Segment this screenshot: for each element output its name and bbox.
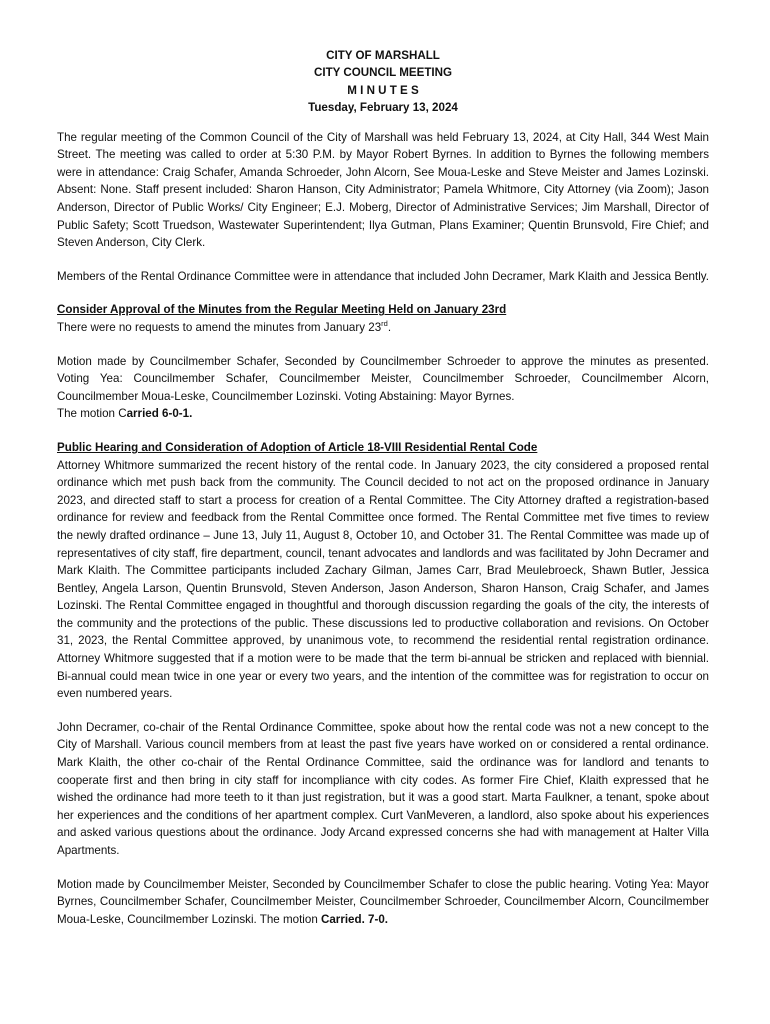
city-name: CITY OF MARSHALL <box>326 49 440 62</box>
close-hearing-motion-result: Carried. 7-0. <box>320 912 388 926</box>
meeting-date: Tuesday, February 13, 2024 <box>308 101 458 115</box>
attendance-paragraph: The regular meeting of the Common Council of the City of Marshall was held February 13, 2024, at City Hall, 344 West Main Street. The meeting was called to order at 5:30 P.M. by Mayor Robert Byrnes. In addition to Byrnes the following members were in attendance: Craig Schafer, Amanda Schroeder, John Alcorn, See Moua-Leske and Steve Meister and James Lozinski. Absent: None. Staff present included: Sharon Hanson, City Administrator; Pamela Whitmore, City Attorney (via Zoom); Jason Anderson, Director of Public Works/ City Engineer; E.J. Moberg, Director of Administrative Services; Jim Marshall, Director of Public Safety; Scott Truedson, Wastewater Superintendent; Ilya Gutman, Plans Examiner; Quentin Brunsvold, Fire Chief; and Steven Anderson, City Clerk. <box>57 130 709 250</box>
rental-code-summary: Attorney Whitmore summarized the recent history of the rental code. In January 2023, the city considered a proposed rental ordinance which met push back from the community. The Council decided to not act on the proposed ordinance in January 2023, and directed staff to start a process for creation of a Rental Committee. The City Attorney drafted a registration-based ordinance for review and feedback from the Rental Committee once formed. The Rental Committee met five times to review the newly drafted ordinance – June 13, July 11, August 8, October 10, and October 31. The Rental Committee was made up of representatives of city staff, fire department, council, tenant advocates and landlords and was facilitated by John Decramer and Mark Klaith. The Committee participants included Zachary Gilman, James Carr, Brad Meulebroeck, Shawn Butler, Jessica Bentley, Angela Larson, Quentin Brunsvold, Steven Anderson, Jason Anderson, Sharon Hanson, Craig Schafer, and James Lozinski. The Rental Committee engaged in thoughtful and thorough discussion regarding the goals of the city, the interests of the community and the protections of the public. These discussions led to productive collaboration and revisions. On October 31, 2023, the Rental Committee approved, by unanimous vote, to recommend the residential rental registration ordinance. Attorney Whitmore suggested that if a motion were to be made that the term bi-annual be stricken and replaced with biennial. Bi-annual could mean twice in one year or every two years, and the intention of the committee was for registration to occur on even numbered years. <box>57 458 709 701</box>
section-heading-minutes-approval: Consider Approval of the Minutes from the Regular Meeting Held on January 23rd <box>57 303 507 317</box>
close-hearing-motion <box>57 876 709 929</box>
committee-attendance-paragraph: Members of the Rental Ordinance Committee were in attendance that included John Decramer, Mark Klaith and Jessica Bently. <box>57 269 709 283</box>
minutes-motion-text: Motion made by Councilmember Schafer, Seconded by Councilmember Schroeder to approve the minutes as presented. Voting Yea: Councilmember Schafer, Councilmember Meister, Councilmember Schroeder, Councilmember Alcorn, Councilmember Moua-Leske, Councilmember Lozinski. Voting Abstaining: Mayor Byrnes. <box>57 354 709 403</box>
requests-superscript: rd <box>381 319 388 329</box>
requests-text: There were no requests to amend the minutes from January 23 <box>57 320 382 334</box>
motion-result-prefix: The motion C <box>57 407 127 421</box>
minutes-motion-result <box>57 405 709 423</box>
requests-end: . <box>387 320 392 334</box>
motion-result-bold: arried 6-0-1. <box>126 407 193 421</box>
public-comment-paragraph: John Decramer, co-chair of the Rental Ordinance Committee, spoke about how the rental code was not a new concept to the City of Marshall. Various council members from at least the past five years have worked on or considered a rental ordinance. Mark Klaith, the other co-chair of the Rental Ordinance Committee, said the ordinance was for landlord and tenants to cooperate first and then bring in city staff for incompliance with city codes. As former Fire Chief, Klaith expressed that he wished the ordinance had more teeth to it than just registration, but it was a good start. Marta Faulkner, a tenant, spoke about her experiences and the conditions of her apartment complex. Curt VanMeveren, a landlord, also spoke about his experiences and asked various questions about the ordinance. Jody Arcand expressed concerns she had with management at Halter Villa Apartments. <box>57 720 709 857</box>
close-hearing-motion-text: Motion made by Councilmember Meister, Seconded by Councilmember Schafer to close the public hearing. Voting Yea: Mayor Byrnes, Councilmember Schafer, Councilmember Meister, Councilmember Schroeder, Councilmember Alcorn, Councilmember Moua-Leske, Councilmember Lozinski. The motion <box>57 877 709 926</box>
meeting-title: CITY COUNCIL MEETING <box>313 66 453 80</box>
minutes-requests-text <box>57 319 709 337</box>
section-heading-rental-code: Public Hearing and Consideration of Adoption of Article 18-VIII Residential Rental Code <box>57 440 538 454</box>
document-header <box>57 47 709 117</box>
minutes-page <box>57 47 709 944</box>
minutes-title: M I N U T E S <box>347 83 419 97</box>
